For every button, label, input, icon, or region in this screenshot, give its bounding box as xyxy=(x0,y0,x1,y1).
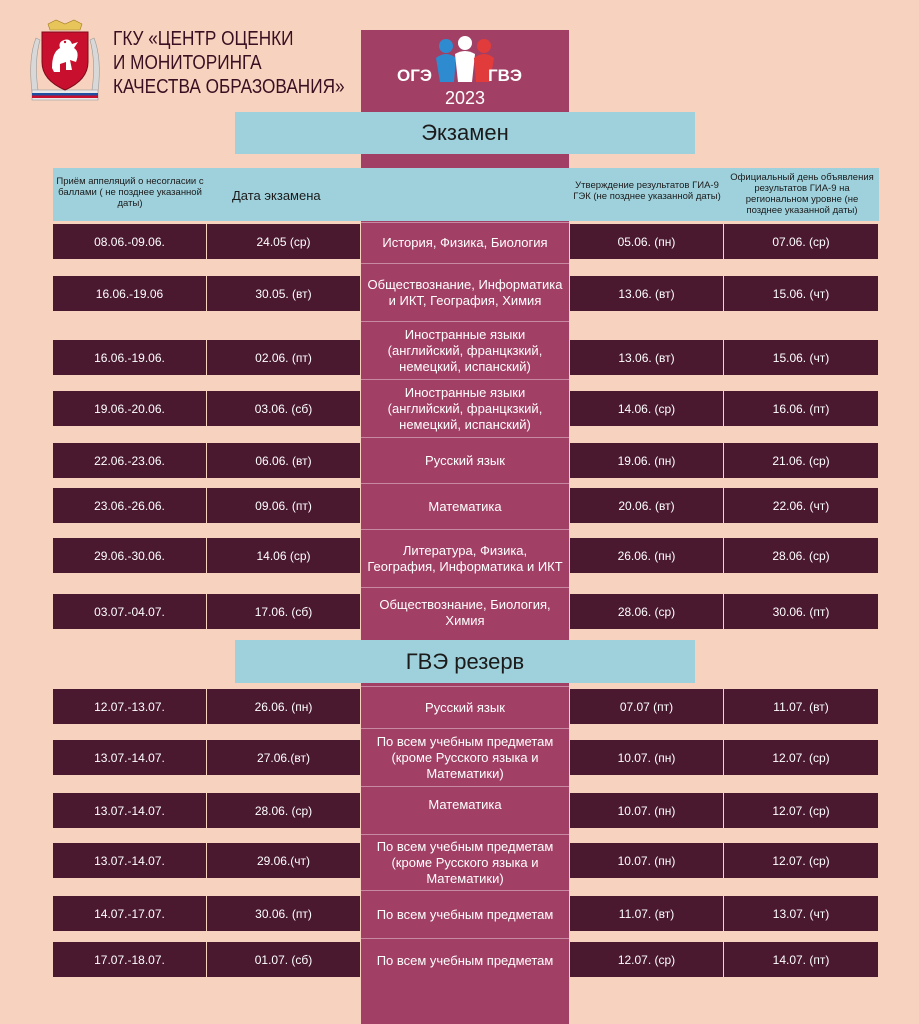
exam-subject: По всем учебным предметам xyxy=(361,890,569,938)
crimea-emblem xyxy=(26,18,104,104)
exam-date: 14.06 (ср) xyxy=(207,538,360,573)
approval-date: 28.06. (ср) xyxy=(570,594,723,629)
approval-date: 05.06. (пн) xyxy=(570,224,723,259)
exam-subject: Литература, Физика, География, Информатика и ИКТ xyxy=(361,529,569,587)
exam-subject: Иностранные языки (английский, францкзкий, немецкий, испанский) xyxy=(361,321,569,379)
org-line-1: ГКУ «ЦЕНТР ОЦЕНКИ xyxy=(113,28,294,50)
org-line-2: И МОНИТОРИНГА xyxy=(113,52,262,74)
appeal-date: 08.06.-09.06. xyxy=(53,224,206,259)
exam-subject: Русский язык xyxy=(361,686,569,728)
approval-date: 14.06. (ср) xyxy=(570,391,723,426)
appeal-date: 23.06.-26.06. xyxy=(53,488,206,523)
appeal-date: 13.07.-14.07. xyxy=(53,843,206,878)
logo-year: 2023 xyxy=(444,88,486,108)
approval-date: 19.06. (пн) xyxy=(570,443,723,478)
appeal-date: 03.07.-04.07. xyxy=(53,594,206,629)
exam-date: 17.06. (сб) xyxy=(207,594,360,629)
official-date: 12.07. (ср) xyxy=(724,793,878,828)
appeal-date: 22.06.-23.06. xyxy=(53,443,206,478)
approval-date: 12.07. (ср) xyxy=(570,942,723,977)
exam-date: 26.06. (пн) xyxy=(207,689,360,724)
header-approval: Утверждение результатов ГИА-9 ГЭК (не позднее указанной даты) xyxy=(573,180,721,202)
logo-oge-label: ОГЭ xyxy=(397,66,432,85)
org-line-3: КАЧЕСТВА ОБРАЗОВАНИЯ» xyxy=(113,76,345,98)
organization-name xyxy=(113,27,345,99)
exam-date: 09.06. (пт) xyxy=(207,488,360,523)
appeal-date: 17.07.-18.07. xyxy=(53,942,206,977)
exam-date: 06.06. (вт) xyxy=(207,443,360,478)
exam-subject: Русский язык xyxy=(361,437,569,483)
approval-date: 20.06. (вт) xyxy=(570,488,723,523)
exam-subject: Математика xyxy=(361,483,569,529)
official-date: 13.07. (чт) xyxy=(724,896,878,931)
official-date: 21.06. (ср) xyxy=(724,443,878,478)
official-date: 14.07. (пт) xyxy=(724,942,878,977)
exam-date: 24.05 (ср) xyxy=(207,224,360,259)
official-date: 30.06. (пт) xyxy=(724,594,878,629)
exam-date: 28.06. (ср) xyxy=(207,793,360,828)
exam-subject: Иностранные языки (английский, францкзкий, немецкий, испанский) xyxy=(361,379,569,437)
official-date: 28.06. (ср) xyxy=(724,538,878,573)
official-date: 07.06. (ср) xyxy=(724,224,878,259)
appeal-date: 16.06.-19.06 xyxy=(53,276,206,311)
exam-date: 29.06.(чт) xyxy=(207,843,360,878)
appeal-date: 29.06.-30.06. xyxy=(53,538,206,573)
section-title-exam: Экзамен xyxy=(235,112,695,154)
appeal-date: 13.07.-14.07. xyxy=(53,740,206,775)
official-date: 12.07. (ср) xyxy=(724,843,878,878)
exam-subject: История, Физика, Биология xyxy=(361,222,569,263)
appeal-date: 13.07.-14.07. xyxy=(53,793,206,828)
official-date: 15.06. (чт) xyxy=(724,276,878,311)
appeal-date: 19.06.-20.06. xyxy=(53,391,206,426)
logo-gve-label: ГВЭ xyxy=(488,66,523,85)
approval-date: 13.06. (вт) xyxy=(570,276,723,311)
exam-subject: По всем учебным предметам xyxy=(361,938,569,982)
appeal-date: 14.07.-17.07. xyxy=(53,896,206,931)
official-date: 12.07. (ср) xyxy=(724,740,878,775)
exam-subject: По всем учебным предметам (кроме Русского языка и Математики) xyxy=(361,834,569,890)
official-date: 22.06. (чт) xyxy=(724,488,878,523)
approval-date: 11.07. (вт) xyxy=(570,896,723,931)
section-title-reserve: ГВЭ резерв xyxy=(235,640,695,683)
approval-date: 10.07. (пн) xyxy=(570,793,723,828)
exam-subject: Обществознание, Информатика и ИКТ, География, Химия xyxy=(361,263,569,321)
appeal-date: 16.06.-19.06. xyxy=(53,340,206,375)
official-date: 11.07. (вт) xyxy=(724,689,878,724)
exam-subject: Математика xyxy=(361,786,569,826)
exam-date: 03.06. (сб) xyxy=(207,391,360,426)
approval-date: 10.07. (пн) xyxy=(570,843,723,878)
exam-date: 02.06. (пт) xyxy=(207,340,360,375)
approval-date: 07.07 (пт) xyxy=(570,689,723,724)
appeal-date: 12.07.-13.07. xyxy=(53,689,206,724)
official-date: 16.06. (пт) xyxy=(724,391,878,426)
approval-date: 10.07. (пн) xyxy=(570,740,723,775)
official-date: 15.06. (чт) xyxy=(724,340,878,375)
exam-subject: Обществознание, Биология, Химия xyxy=(361,587,569,637)
approval-date: 26.06. (пн) xyxy=(570,538,723,573)
exam-date: 01.07. (сб) xyxy=(207,942,360,977)
exam-date: 27.06.(вт) xyxy=(207,740,360,775)
oge-gve-logo xyxy=(361,32,569,112)
approval-date: 13.06. (вт) xyxy=(570,340,723,375)
exam-date: 30.06. (пт) xyxy=(207,896,360,931)
exam-subject: По всем учебным предметам (кроме Русского языка и Математики) xyxy=(361,728,569,786)
exam-date: 30.05. (вт) xyxy=(207,276,360,311)
header-exam-date: Дата экзамена xyxy=(232,188,321,203)
header-official-day: Официальный день объявления результатов ГИА-9 на региональном уровне (не позднее указанной даты) xyxy=(730,172,874,216)
header-appeal: Приём аппеляций о несогласии с баллами ( не позднее указанной даты) xyxy=(56,176,204,209)
